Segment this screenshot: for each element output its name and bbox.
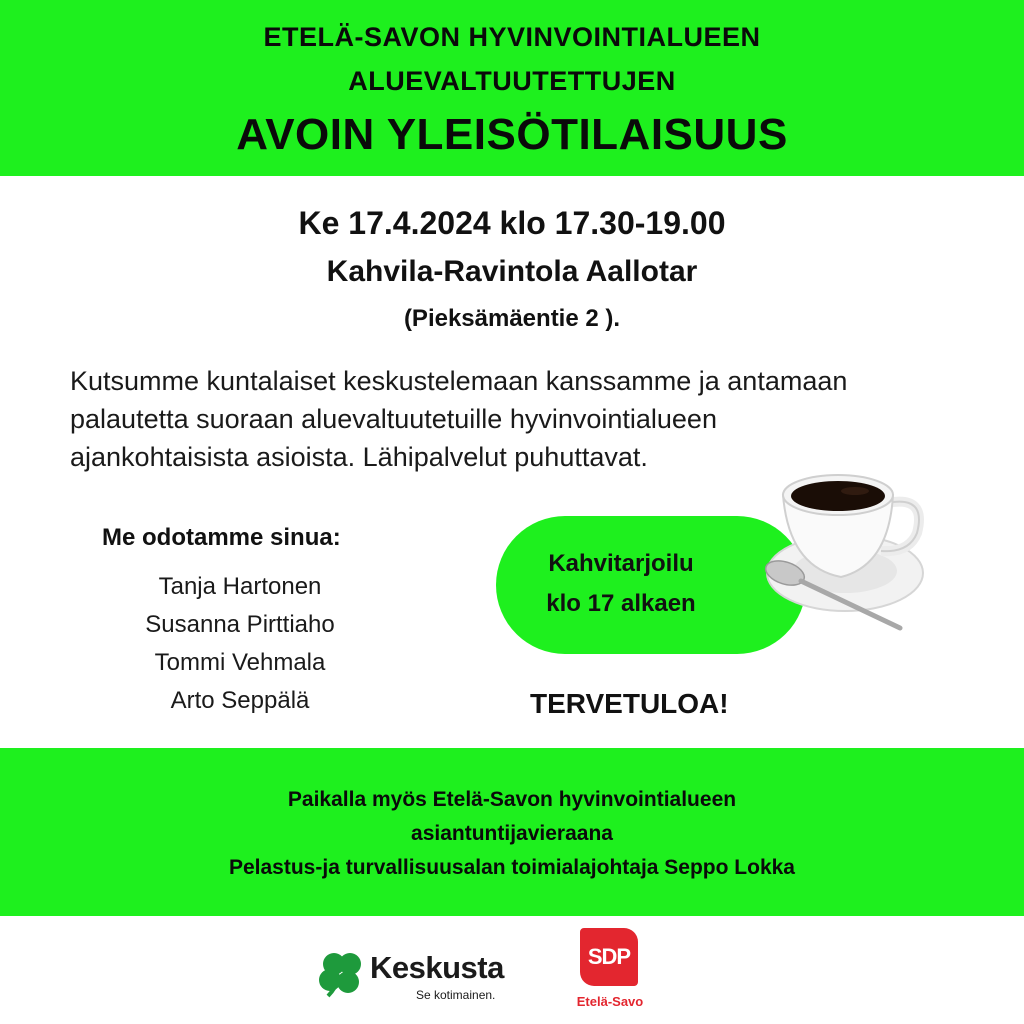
- event-title: AVOIN YLEISÖTILAISUUS: [236, 110, 788, 159]
- header-line-1: ETELÄ-SAVON HYVINVOINTIALUEEN: [263, 22, 761, 52]
- event-address: (Pieksämäentie 2 ).: [403, 305, 621, 332]
- event-datetime: Ke 17.4.2024 klo 17.30-19.00: [298, 205, 726, 241]
- footer-line-2: asiantuntijavieraana: [411, 822, 613, 845]
- host-name: Arto Seppälä: [170, 687, 310, 714]
- hosts-list: [100, 568, 380, 720]
- host-name: Tommi Vehmala: [154, 649, 326, 676]
- intro-line-2: palautetta suoraan aluevaltuutetuille hyvinvointialueen: [70, 404, 717, 434]
- keskusta-name: Keskusta: [370, 950, 504, 985]
- host-name: Susanna Pirttiaho: [145, 611, 335, 638]
- footer-line-1: Paikalla myös Etelä-Savon hyvinvointialueen: [287, 788, 737, 811]
- keskusta-slogan: Se kotimainen.: [416, 988, 496, 1002]
- header-line-2: ALUEVALTUUTETTUJEN: [348, 66, 676, 96]
- welcome-text: TERVETULOA!: [530, 688, 729, 719]
- sdp-logo: [570, 928, 660, 1018]
- coffee-badge-line-1: Kahvitarjoilu: [548, 550, 694, 577]
- hosts-heading: Me odotamme sinua:: [102, 524, 341, 551]
- coffee-badge-line-2: klo 17 alkaen: [546, 590, 696, 617]
- event-venue: Kahvila-Ravintola Aallotar: [326, 255, 698, 288]
- clover-icon: [316, 950, 368, 998]
- host-name: Tanja Hartonen: [158, 573, 322, 600]
- sdp-region: Etelä-Savo: [576, 994, 644, 1009]
- coffee-cup-illustration: [745, 455, 935, 635]
- intro-line-1: Kutsumme kuntalaiset keskustelemaan kanssamme ja antamaan: [70, 366, 848, 396]
- sdp-name: SDP: [587, 944, 631, 969]
- keskusta-logo: [316, 948, 516, 1008]
- footer-line-3: Pelastus-ja turvallisuusalan toimialajohtaja Seppo Lokka: [228, 856, 795, 879]
- intro-line-3: ajankohtaisista asioista. Lähipalvelut puhuttavat.: [70, 442, 648, 472]
